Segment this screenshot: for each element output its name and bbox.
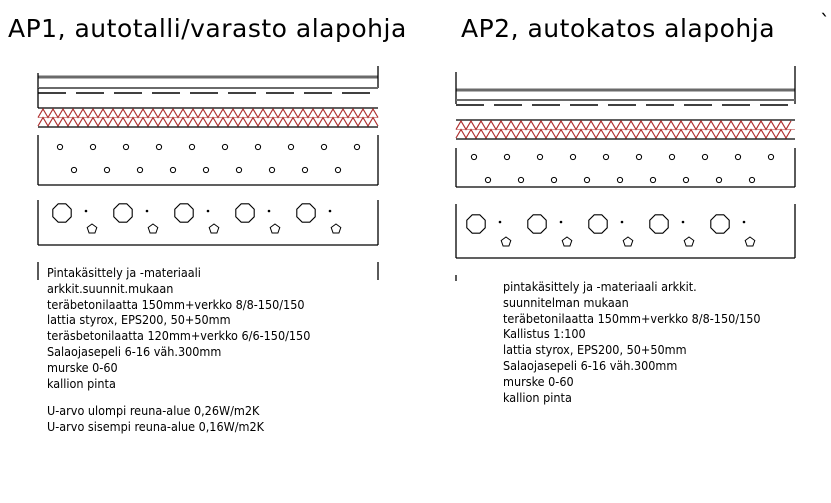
gravel-circle [485,177,490,182]
stone-dot [146,210,149,213]
cut-off-mark: ` [820,10,831,34]
stone-large [467,215,485,233]
gravel-circle [669,154,674,159]
gravel-circle [584,177,589,182]
stone-large [175,204,193,222]
insulation-zigzag [38,118,378,127]
insulation-zigzag [456,121,791,130]
stone-dot [329,210,332,213]
gravel-circle [683,177,688,182]
gravel-circle [768,154,773,159]
layer-note: teräbetonilaatta 150mm+verkko 8/8-150/150 [47,296,305,312]
layer-notes-ap1 [47,265,310,435]
gravel-circle [255,144,260,149]
gravel-circle [104,167,109,172]
layer-note: murske 0-60 [47,359,118,375]
gravel-circle [288,144,293,149]
gravel-circle [302,167,307,172]
gravel-circle [156,144,161,149]
crushed-stone-symbols [467,215,755,246]
gravel-circle [335,167,340,172]
stone-large [53,204,71,222]
stone-large [528,215,546,233]
stone-small [87,224,97,233]
gravel-circle [123,144,128,149]
u-value-note: U-arvo sisempi reuna-alue 0,16W/m2K [47,419,264,435]
gravel-circle [570,154,575,159]
stone-small [562,237,572,246]
stone-large [650,215,668,233]
layer-stack-ap1 [38,66,378,280]
layer-note: Salaojasepeli 6-16 väh.300mm [503,357,678,373]
layer-note: Pintakäsittely ja -materiaali [47,265,201,280]
detail-title-ap2: AP2, autokatos alapohja [461,14,776,43]
stone-large [236,204,254,222]
stone-dot [207,210,210,213]
layer-note: Salaojasepeli 6-16 väh.300mm [47,343,222,359]
layer-note: lattia styrox, EPS200, 50+50mm [47,312,231,328]
crushed-stone-symbols [53,204,341,233]
layer-note: lattia styrox, EPS200, 50+50mm [503,342,687,358]
gravel-circle [716,177,721,182]
layer-note: pintakäsittely ja -materiaali arkkit. [503,279,697,294]
gravel-circle [617,177,622,182]
insulation-hatch [38,109,378,126]
gravel-circle [170,167,175,172]
stone-dot [743,221,746,224]
gravel-circle [269,167,274,172]
detail-title-ap1: AP1, autotalli/varasto alapohja [8,14,407,43]
gravel-circle [650,177,655,182]
gravel-circle [518,177,523,182]
stone-small [623,237,633,246]
layer-stack-ap2 [456,66,795,281]
gravel-circle [222,144,227,149]
layer-note: arkkit.suunnit.mukaan [47,280,174,296]
stone-small [331,224,341,233]
gravel-circle [636,154,641,159]
gravel-circle [137,167,142,172]
gravel-circle [551,177,556,182]
u-value-note: U-arvo ulompi reuna-alue 0,26W/m2K [47,403,260,419]
layer-notes-ap2 [503,279,761,405]
gravel-circle [504,154,509,159]
stone-dot [621,221,624,224]
gravel-circle [90,144,95,149]
gravel-circle [354,144,359,149]
gravel-circles [57,144,359,172]
gravel-circles [471,154,773,182]
layer-note: kallion pinta [503,389,572,405]
stone-dot [85,210,88,213]
gravel-circle [603,154,608,159]
stone-small [684,237,694,246]
layer-note: suunnitelman mukaan [503,294,629,310]
gravel-circle [749,177,754,182]
insulation-zigzag [38,109,378,118]
gravel-circle [236,167,241,172]
gravel-circle [321,144,326,149]
stone-large [711,215,729,233]
gravel-circle [189,144,194,149]
stone-dot [499,221,502,224]
stone-dot [560,221,563,224]
gravel-circle [203,167,208,172]
gravel-circle [735,154,740,159]
layer-note: Kallistus 1:100 [503,326,586,342]
gravel-circle [471,154,476,159]
stone-large [114,204,132,222]
gravel-circle [702,154,707,159]
stone-small [148,224,158,233]
stone-dot [268,210,271,213]
gravel-circle [57,144,62,149]
layer-note: teräsbetonilaatta 120mm+verkko 6/6-150/150 [47,328,311,344]
stone-small [270,224,280,233]
stone-large [589,215,607,233]
stone-large [297,204,315,222]
stone-small [209,224,219,233]
stone-dot [682,221,685,224]
layer-note: murske 0-60 [503,373,574,389]
stone-small [501,237,511,246]
insulation-zigzag [456,130,791,139]
gravel-circle [537,154,542,159]
layer-note: teräbetonilaatta 150mm+verkko 8/8-150/150 [503,310,761,326]
layer-note: kallion pinta [47,375,116,391]
gravel-circle [71,167,76,172]
spacer [47,391,310,403]
stone-small [745,237,755,246]
insulation-hatch [456,121,795,138]
